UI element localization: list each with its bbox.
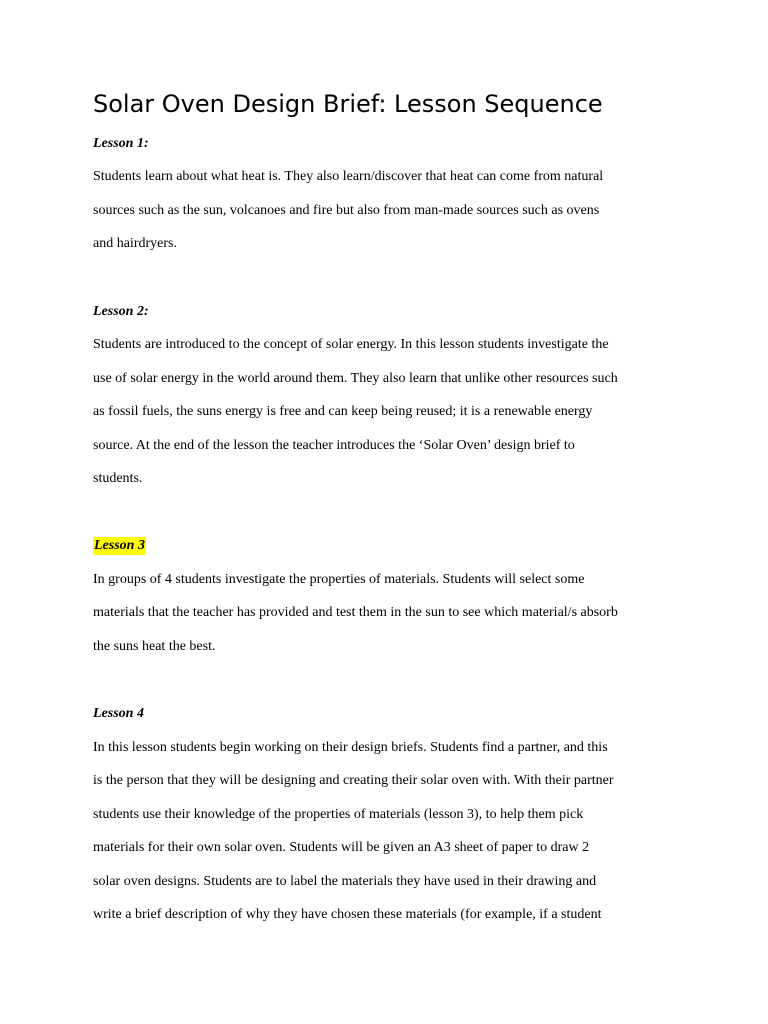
lesson-2-line-1: Students are introduced to the concept of solar energy. In this lesson students investigate the <box>93 337 609 352</box>
lesson-3-line-1: In groups of 4 students investigate the properties of materials. Students will select some <box>93 572 585 587</box>
lesson-3-line-2: materials that the teacher has provided and test them in the sun to see which material/s absorb <box>93 605 618 620</box>
lesson-2-line-2: use of solar energy in the world around them. They also learn that unlike other resources such <box>93 371 618 386</box>
document-title: Solar Oven Design Brief: Lesson Sequence <box>93 90 603 118</box>
lesson-4-line-5: solar oven designs. Students are to label the materials they have used in their drawing and <box>93 874 597 889</box>
lesson-4-line-1: In this lesson students begin working on their design briefs. Students find a partner, and this <box>93 740 608 755</box>
lesson-2-line-5: students. <box>93 471 143 486</box>
lesson-3-line-3: the suns heat the best. <box>93 639 216 654</box>
lesson-4-line-4: materials for their own solar oven. Students will be given an A3 sheet of paper to draw 2 <box>93 840 590 855</box>
lesson-4-heading: Lesson 4 <box>93 706 144 721</box>
lesson-1-line-3: and hairdryers. <box>93 236 177 251</box>
lesson-4-line-6: write a brief description of why they have chosen these materials (for example, if a student <box>93 907 602 922</box>
lesson-2-line-4: source. At the end of the lesson the teacher introduces the ‘Solar Oven’ design brief to <box>93 438 575 453</box>
lesson-2-heading: Lesson 2: <box>93 304 149 319</box>
lesson-1-line-2: sources such as the sun, volcanoes and fire but also from man-made sources such as ovens <box>93 203 600 218</box>
lesson-2-line-3: as fossil fuels, the suns energy is free and can keep being reused; it is a renewable energy <box>93 404 593 419</box>
lesson-3-heading: Lesson 3 <box>94 538 145 553</box>
lesson-1-heading: Lesson 1: <box>93 136 149 151</box>
lesson-4-line-2: is the person that they will be designing and creating their solar oven with. With their partner <box>93 773 614 788</box>
lesson-4-line-3: students use their knowledge of the properties of materials (lesson 3), to help them pick <box>93 807 584 822</box>
lesson-1-line-1: Students learn about what heat is. They also learn/discover that heat can come from natural <box>93 169 604 184</box>
